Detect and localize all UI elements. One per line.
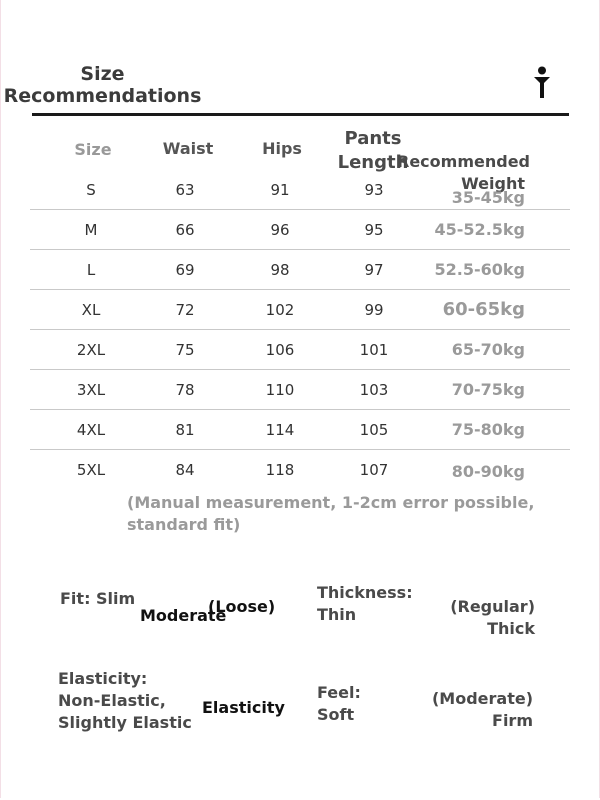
- fit-moderate: Moderate: [140, 606, 227, 625]
- measurement-note-line2: standard fit): [127, 515, 241, 534]
- cell-pants: 103: [359, 381, 389, 399]
- table-row: [30, 290, 570, 330]
- table-row: [30, 170, 570, 210]
- thickness-label: [317, 582, 413, 626]
- header-divider: [32, 113, 569, 116]
- cell-weight: 52.5-60kg: [434, 260, 525, 279]
- col-header-waist: Waist: [162, 139, 214, 158]
- cell-hips: 114: [265, 421, 295, 439]
- cell-pants: 105: [359, 421, 389, 439]
- measurement-note-line1: (Manual measurement, 1-2cm error possible,: [127, 493, 535, 512]
- table-row: [30, 410, 570, 450]
- measurement-note: [127, 492, 567, 536]
- col-header-weight-line1: Recommended: [397, 152, 530, 171]
- page-title-line2: Recommendations: [3, 85, 202, 107]
- cell-size: XL: [81, 301, 101, 319]
- table-row: [30, 250, 570, 290]
- cell-weight: 75-80kg: [451, 420, 525, 439]
- elasticity-value: Elasticity: [202, 698, 285, 717]
- cell-pants: 97: [364, 261, 384, 279]
- cell-waist: 69: [175, 261, 195, 279]
- cell-pants: 107: [359, 461, 389, 479]
- col-header-weight-line2: Weight: [461, 174, 525, 193]
- cell-waist: 81: [175, 421, 195, 439]
- fit-label: Fit: Slim: [60, 589, 136, 608]
- feel-label-line1: Feel:: [317, 683, 361, 702]
- cell-weight: 65-70kg: [451, 340, 525, 359]
- table-row: [30, 210, 570, 250]
- cell-hips: 106: [265, 341, 295, 359]
- cell-hips: 110: [265, 381, 295, 399]
- cell-hips: 102: [265, 301, 295, 319]
- cell-hips: 91: [270, 181, 290, 199]
- cell-size: 5XL: [76, 461, 106, 479]
- feel-firm: Firm: [492, 711, 533, 730]
- cell-waist: 66: [175, 221, 195, 239]
- thickness-regular: (Regular): [450, 597, 535, 616]
- elasticity-label-line2: Non-Elastic,: [58, 691, 166, 710]
- cell-hips: 118: [265, 461, 295, 479]
- thickness-scale: [420, 596, 535, 640]
- cell-pants: 101: [359, 341, 389, 359]
- cell-hips: 98: [270, 261, 290, 279]
- thickness-label-line1: Thickness:: [317, 583, 413, 602]
- col-header-pants-line2: Length: [337, 152, 409, 173]
- feel-label: [317, 682, 361, 726]
- feel-label-line2: Soft: [317, 705, 355, 724]
- table-row: [30, 330, 570, 370]
- cell-size: 3XL: [76, 381, 106, 399]
- cell-waist: 72: [175, 301, 195, 319]
- page-title-line1: Size: [80, 63, 125, 85]
- cell-waist: 75: [175, 341, 195, 359]
- cell-weight: 35-45kg: [451, 188, 525, 207]
- thickness-label-line2: Thin: [317, 605, 357, 624]
- elasticity-label-line1: Elasticity:: [58, 669, 148, 688]
- cell-waist: 63: [175, 181, 195, 199]
- cell-weight: 45-52.5kg: [434, 220, 525, 239]
- col-header-pants-line1: Pants: [344, 128, 402, 149]
- elasticity-label: [58, 668, 192, 734]
- table-row: [30, 370, 570, 410]
- cell-size: 4XL: [76, 421, 106, 439]
- cell-hips: 96: [270, 221, 290, 239]
- cell-pants: 93: [364, 181, 384, 199]
- cell-pants: 95: [364, 221, 384, 239]
- col-header-size: Size: [74, 140, 112, 159]
- cell-weight: 80-90kg: [451, 462, 525, 481]
- cell-size: M: [84, 221, 98, 239]
- cell-pants: 99: [364, 301, 384, 319]
- table-row: [30, 450, 570, 490]
- fit-loose: (Loose): [208, 597, 276, 616]
- cell-weight: 70-75kg: [451, 380, 525, 399]
- cell-size: 2XL: [76, 341, 106, 359]
- cell-waist: 78: [175, 381, 195, 399]
- elasticity-label-line3: Slightly Elastic: [58, 713, 192, 732]
- cell-size: S: [86, 181, 96, 199]
- feel-moderate: (Moderate): [431, 689, 533, 708]
- thickness-thick: Thick: [487, 619, 535, 638]
- cell-size: L: [86, 261, 96, 279]
- feel-scale: [410, 688, 533, 732]
- cell-waist: 84: [175, 461, 195, 479]
- col-header-hips: Hips: [262, 139, 302, 158]
- person-icon: [532, 66, 552, 100]
- cell-weight: 60-65kg: [442, 299, 525, 320]
